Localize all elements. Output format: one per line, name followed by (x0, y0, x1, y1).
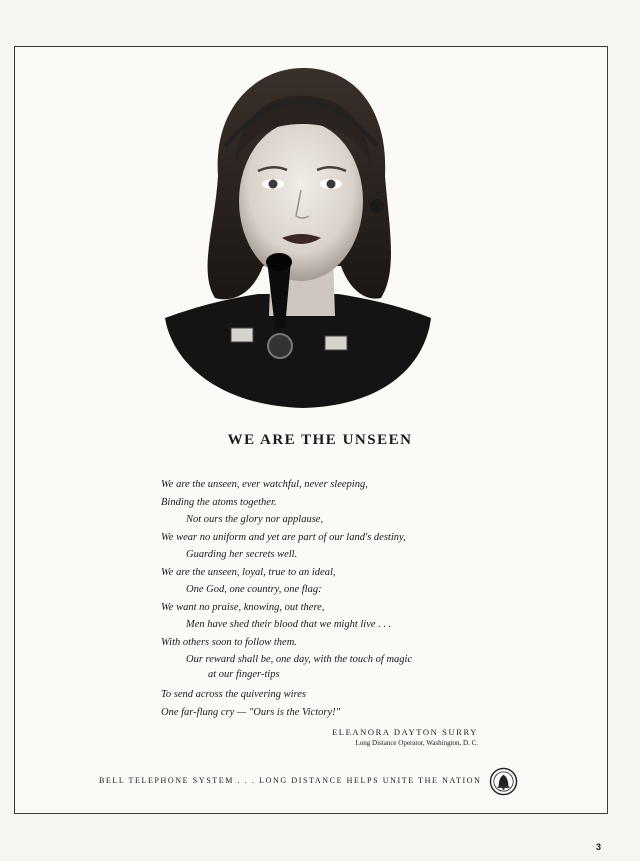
poem-line: One God, one country, one flag: (186, 584, 322, 595)
poem-line: We are the unseen, loyal, true to an ideal, (161, 566, 336, 578)
poem-line: We are the unseen, ever watchful, never sleeping, (161, 479, 368, 490)
poem-line: To send across the quivering wires (161, 689, 306, 700)
bell-system-logo-icon (489, 767, 518, 796)
page-number: 3 (596, 842, 602, 852)
poem-line: at our finger-tips (208, 668, 280, 680)
poem-line: Not ours the glory nor applause, (186, 514, 324, 525)
poem-line: Binding the atoms together. (161, 496, 277, 508)
poem-line: Our reward shall be, one day, with the touch of magic (186, 654, 413, 665)
poem-line: Guarding her secrets well. (186, 549, 298, 560)
poem-line: With others soon to follow them. (161, 636, 297, 648)
author-title: Long Distance Operator, Washington, D. C. (355, 739, 478, 747)
poem-line: Men have shed their blood that we might live . . . (186, 619, 392, 630)
poem-line: One far-flung cry — "Ours is the Victory!" (161, 706, 341, 718)
headline: WE ARE THE UNSEEN (227, 432, 413, 448)
poem-line: We want no praise, knowing, out there, (161, 601, 325, 613)
poem (161, 476, 491, 721)
footer-tagline: BELL TELEPHONE SYSTEM . . . LONG DISTANCE HELPS UNITE THE NATION (99, 776, 482, 785)
author-name: ELEANORA DAYTON SURRY (331, 727, 478, 737)
operator-portrait (163, 66, 433, 411)
poem-line: We wear no uniform and yet are part of our land's destiny, (161, 531, 406, 543)
